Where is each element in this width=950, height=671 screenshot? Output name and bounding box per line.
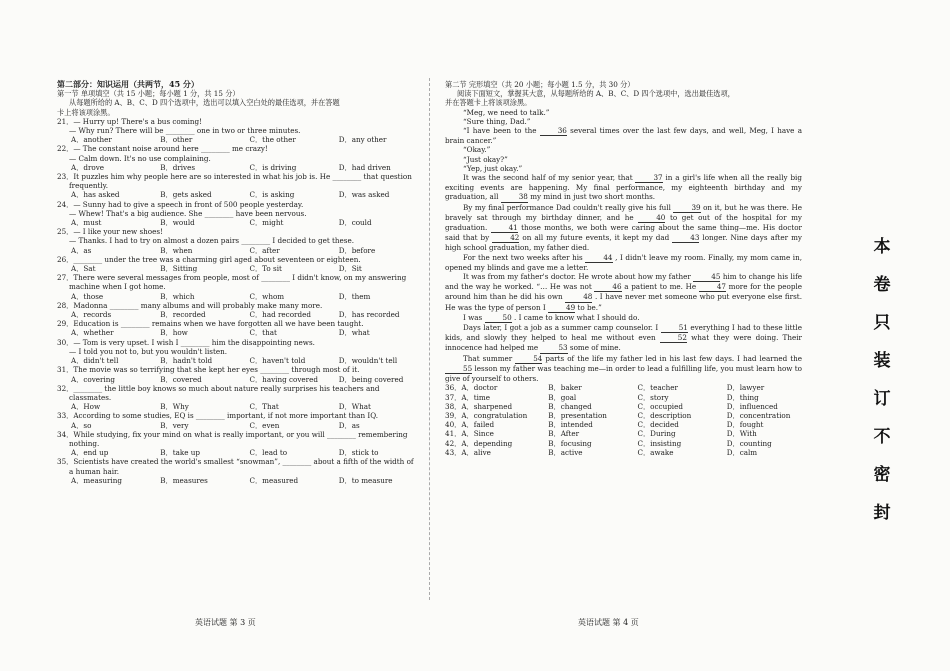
option: B．gets asked [160,190,212,200]
option-row [57,402,414,411]
option: D．counting [726,438,772,448]
option: B．when [160,245,193,255]
option-row [445,383,802,392]
binding-note: 本 卷 只 装 订 不 密 封 [873,237,891,523]
instruction-line: 从每题所给的 A、B、C、D 四个选项中，选出可以填入空白处的最佳选项，并在答题 [69,98,340,108]
option: D．stick to [338,448,379,458]
option-row [57,328,414,337]
question-item [57,117,414,145]
option: C．that [249,328,277,338]
option: C．story [637,392,669,402]
option-row [445,411,802,420]
option-row [57,476,414,485]
option: 38．A．sharpened [445,401,513,411]
question-item [57,430,414,458]
option: D．With [726,429,757,439]
option: D．wouldn't tell [338,356,398,366]
option: C．haven't told [249,356,306,366]
option: A．those [71,291,104,301]
blank-53: 53 [540,343,567,353]
passage-paragraph [445,203,802,253]
passage-paragraph [445,323,802,354]
option: C．might [249,218,284,228]
option: B．take up [160,448,201,458]
option-row [57,246,414,255]
blank-52: 52 [660,333,687,343]
blank-46: 46 [594,282,621,292]
option: A．end up [71,448,109,458]
question-item [57,144,414,172]
passage-text: in a girl's life when all the really big exciting events are happening. My final performance, my eighteenth birthday and my graduation, all [445,173,802,202]
passage-text: It was the second half of my senior year, that [463,173,633,183]
question-line: nothing. [69,438,100,448]
passage-paragraph [445,272,802,313]
question-item [57,172,414,200]
passage-text: on it, but he was there. He bravely sat through my birthday dinner, and he [445,202,802,222]
blank-48: 48 [565,292,592,302]
option: C．measured [249,475,299,485]
question-line: 25．— I like your new shoes! [57,227,163,237]
passage-paragraph [445,253,802,272]
option: D．being covered [338,374,404,384]
question-item [57,384,414,412]
option: A．has asked [71,190,120,200]
option-row [57,163,414,172]
question-list [57,117,414,485]
question-line: frequently. [69,181,109,191]
option-row [57,375,414,384]
question-line: — Whew! That's a big audience. She ________ have been nervous. [69,208,307,218]
option: 40．A．failed [445,420,495,430]
question-line: 31．The movie was so terrifying that she kept her eyes ________ through most of it. [57,365,360,375]
passage-paragraph [445,155,802,164]
question-line: 29．Education is ________ remains when we have forgotten all we have been taught. [57,319,364,329]
option-row [445,439,802,448]
option: D．what [338,328,370,338]
option-row [57,292,414,301]
blank-50: 50 [485,313,512,323]
option: A．Sat [71,264,96,274]
option: D．them [338,291,371,301]
blank-49: 49 [548,303,575,313]
option-row [445,448,802,457]
option: 39．A．congratulation [445,410,528,420]
option: A．How [71,402,101,412]
option: C．even [249,420,280,430]
question-line: 33．According to some studies, EQ is ________ important, if not more important than IQ. [57,411,379,421]
question-line: — Thanks. I had to try on almost a dozen pairs ________ I decided to get these. [69,236,354,246]
option-row [445,393,802,402]
question-item [57,200,414,228]
option: B．which [160,291,195,301]
passage-text: everything I had to these little kids, and slowly they helped to heal me without even [445,323,802,343]
option: D．any other [338,135,387,145]
question-item [57,411,414,429]
option: B．measures [160,475,208,485]
instruction-line: 卡上将该项涂黑。 [57,107,115,117]
option-row [445,420,802,429]
question-item [57,255,414,273]
question-line: machine when I got home. [69,282,166,292]
question-item [57,365,414,383]
option: B．Why [160,402,189,412]
passage-text: I was [463,312,483,322]
option: C．is asking [249,190,295,200]
option: B．After [548,429,580,439]
question-line: — Calm down. It's no use complaining. [69,153,211,163]
question-item [57,273,414,301]
instruction-line: 阅读下面短文，掌握其大意，从每题所给的 A、B、C、D 四个选项中，选出最佳选项， [457,89,735,99]
passage-text: “Sure thing, Dad.” [463,116,531,126]
option: 41．A．Since [445,429,494,439]
passage-text: By my final performance Dad couldn't really give his full [463,202,671,212]
passage-text: my mind in just two short months. [530,192,656,202]
question-line: 23．It puzzles him why people here are so interested in what his job is. He ________ that question [57,172,412,182]
option: 43．A．alive [445,447,491,457]
passage-text: . I came to know what I should do. [514,312,640,322]
passage-text: some of mine. [569,343,621,353]
passage-text: . I have never met someone who put everyone else first. He was the type of person I [445,292,802,312]
option: C．lead to [249,448,288,458]
option: C．During [637,429,676,439]
option: D．as [338,420,360,430]
passage-text: on all my future events, it kept my dad [522,233,670,243]
instruction-line: 并在答题卡上将该项涂黑。 [445,98,532,108]
passage-paragraph [445,313,802,323]
question-line: 24．— Sunny had to give a speech in front of 500 people yesterday. [57,199,304,209]
question-line: 26．________ under the tree was a charming girl aged about seventeen or eighteen. [57,254,361,264]
passage-text: to get out of the hospital for my graduation. [445,212,802,233]
option: B．active [548,447,583,457]
passage-text: “I have been to the [463,126,537,136]
option: B．presentation [548,410,607,420]
option-row [57,356,414,365]
passage-paragraph [445,354,802,384]
passage-text: parts of the life my father led in his last few days. I had learned the [545,353,802,363]
passage-text: to be.” [577,302,602,312]
passage-text: , I didn't leave my room. Finally, my mom came in, opened my blinds and gave me a letter. [445,252,803,272]
blank-44: 44 [585,253,612,263]
option: B．changed [548,401,592,411]
section-title: 第二节 完形填空（共 20 小题；每小题 1.5 分，共 30 分） [445,80,635,89]
option: 42．A．depending [445,438,513,448]
passage-text: It was from my father's doctor. He wrote about how my father [463,272,691,282]
option: B．would [160,218,195,228]
question-line: 27．There were several messages from people, most of ________ I didn't know, on my answering [57,273,407,283]
option: D．thing [726,392,759,402]
question-line: 30．— Tom is very upset. I wish I ________ him the disappointing news. [57,337,315,347]
option: C．after [249,245,280,255]
option: C．occupied [637,401,683,411]
option: B．Sitting [160,264,198,274]
passage-text: That summer [463,353,513,363]
option: D．Sit [338,264,362,274]
left-column [57,80,414,485]
option-row [57,421,414,430]
option-row [57,218,414,227]
option: A．as [71,245,92,255]
option-row [57,264,414,273]
instructions [445,89,802,107]
option-row [57,135,414,144]
option: C．To sit [249,264,282,274]
option: D．calm [726,447,758,457]
question-line: — Why run? There will be ________ one in two or three minutes. [69,126,301,136]
passage-text: what they were doing. Their innocence had helped me [445,333,802,353]
option: 36．A．doctor [445,383,498,393]
blank-41: 41 [491,223,518,233]
option: C．having covered [249,374,318,384]
option: A．whether [71,328,114,338]
passage-text: longer. Nine days after my high school graduation, my father died. [445,233,802,253]
option: C．whom [249,291,285,301]
blank-45: 45 [693,272,720,282]
option: 37．A．time [445,392,490,402]
blank-42: 42 [492,233,519,243]
option: A．measuring [71,475,123,485]
option: D．influenced [726,401,778,411]
blank-54: 54 [515,354,542,364]
option: B．other [160,135,193,145]
question-item [57,457,414,485]
option: D．before [338,245,376,255]
passage-text: a patient to me. He [624,282,697,292]
passage-paragraph [445,164,802,173]
blank-38: 38 [501,192,528,202]
option: A．covering [71,374,116,384]
instructions [57,98,414,116]
column-divider [429,78,430,600]
passage-paragraph [445,108,802,117]
part-title: 第二部分：知识运用（共两节，45 分） [57,79,199,89]
passage-paragraph [445,173,802,203]
question-line: classmates. [69,392,112,402]
right-column [445,80,802,457]
passage-text: For the next two weeks after his [463,252,583,262]
option: A．didn't tell [71,356,119,366]
blank-51: 51 [661,323,688,333]
passage-paragraph [445,145,802,154]
passage-text: “Meg, we need to talk.” [463,107,550,117]
option: C．teacher [637,383,678,393]
blank-43: 43 [672,233,699,243]
cloze-passage [445,108,802,384]
option: D．was asked [338,190,390,200]
passage-text: lesson my father was teaching me—in order to lead a fulfilling life, you must learn how to give of yourself to others. [445,363,802,384]
passage-text: him to change his life and the way he worked. “… He was not [445,272,802,292]
passage-text: “Okay.” [463,145,491,155]
option: D．to measure [338,475,393,485]
option: A．drove [71,162,105,172]
blank-37: 37 [635,173,662,183]
option: B．intended [548,420,593,430]
passage-text: “Yep, just okay.” [463,163,523,173]
option: A．so [71,420,92,430]
passage-text: those months, we both were caring about the same thing—me. His doctor said that by [445,223,802,243]
question-item [57,227,414,255]
option: C．insisting [637,438,682,448]
option: D．lawyer [726,383,765,393]
section-title: 第一节 单项填空（共 15 小题；每小题 1 分，共 15 分） [57,89,240,99]
option: D．fought [726,420,764,430]
option: C．description [637,410,692,420]
question-line: 35．Scientists have created the world's smallest “snowman”, ________ about a fifth of the width of [57,457,414,467]
blank-36: 36 [540,126,567,136]
option: A．another [71,135,112,145]
option: B．covered [160,374,202,384]
option-row [57,190,414,199]
question-line: 22．— The constant noise around here ________ me crazy! [57,144,268,154]
question-item [57,301,414,319]
question-line: 28．Madonna ________ many albums and will probably make many more. [57,300,323,310]
passage-text: “Just okay?” [463,154,508,164]
option-row [445,402,802,411]
option: B．hadn't told [160,356,213,366]
passage-paragraph [445,117,802,126]
option: D．had driven [338,162,391,172]
passage-text: Days later, I got a job as a summer camp counselor. I [463,323,659,333]
option: C．had recorded [249,310,311,320]
option-row [57,448,414,457]
question-line: a human hair. [69,466,119,476]
question-line: 21．— Hurry up! There's a bus coming! [57,116,202,126]
option-row [445,429,802,438]
cloze-options [445,383,802,457]
question-item [57,338,414,366]
question-line: 34．While studying, fix your mind on what is really important, or you will ________ remembering [57,429,408,439]
option: B．focusing [548,438,592,448]
passage-text: more for the people around him than he did his own [445,282,802,302]
passage-paragraph [445,126,802,145]
option: C．That [249,402,279,412]
option: B．baker [548,383,582,393]
option: A．records [71,310,112,320]
option: C．is driving [249,162,297,172]
blank-39: 39 [673,203,700,213]
page-footer-3: 英语试题 第 3 页 [195,618,256,627]
passage-text: several times over the last few days, and well, Meg, I have a brain cancer.” [445,126,802,146]
option: D．concentration [726,410,791,420]
option: B．drives [160,162,196,172]
option: B．how [160,328,188,338]
option: B．recorded [160,310,206,320]
option: C．decided [637,420,679,430]
option: D．could [338,218,372,228]
option: B．very [160,420,189,430]
option: C．awake [637,447,674,457]
blank-47: 47 [699,282,726,292]
question-line: 32．________ the little boy knows so much about nature really surprises his teachers and [57,383,380,393]
option: A．must [71,218,102,228]
option: C．the other [249,135,296,145]
page-footer-4: 英语试题 第 4 页 [578,618,639,627]
option-row [57,310,414,319]
option: D．What [338,402,371,412]
blank-40: 40 [638,213,665,223]
question-line: — I told you not to, but you wouldn't listen. [69,346,228,356]
option: B．goal [548,392,577,402]
question-item [57,319,414,337]
option: D．has recorded [338,310,400,320]
blank-55: 55 [445,364,472,374]
